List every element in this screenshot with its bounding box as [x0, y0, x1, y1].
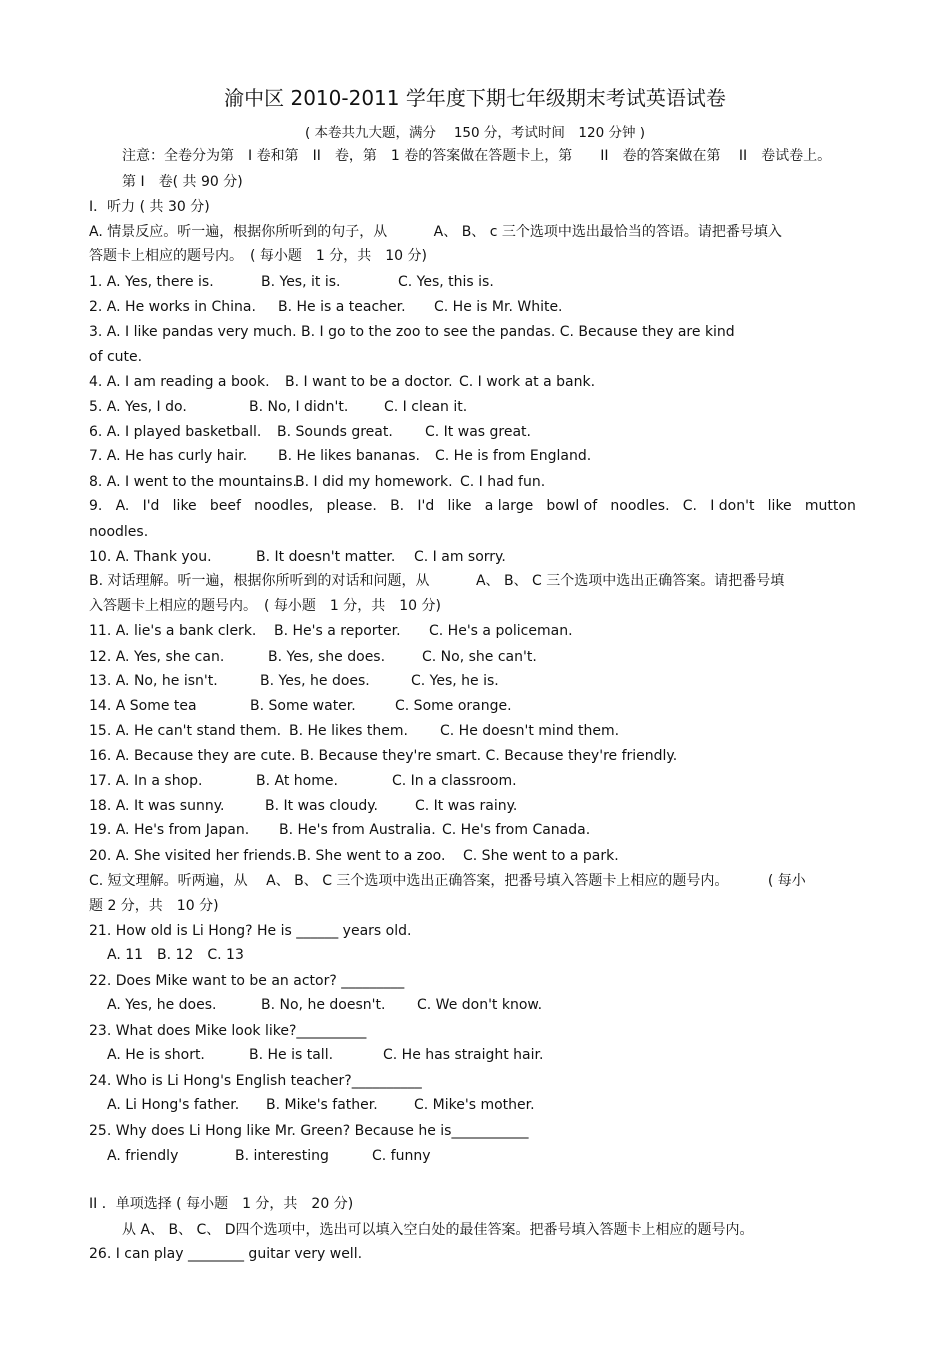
option-c: C. We don't know.	[417, 997, 543, 1013]
partB-instruction-2: 入答题卡上相应的题号内。 ( 每小题 1 分，共 10 分)	[89, 598, 441, 614]
word: like	[447, 498, 472, 514]
question-20	[89, 847, 619, 865]
question-19	[89, 821, 590, 839]
option-a: 18. A. It was sunny.	[89, 798, 225, 814]
option-a: 6. A. I played basketball.	[89, 424, 262, 440]
option-c: C. He doesn't mind them.	[440, 723, 620, 739]
question-15	[89, 722, 619, 740]
option-c: C. I clean it.	[384, 399, 468, 415]
option-a: 10. A. Thank you.	[89, 549, 212, 565]
question-12	[89, 648, 537, 666]
question-21-options: A. 11 B. 12 C. 13	[107, 947, 244, 963]
option-c: C. I work at a bank.	[459, 374, 596, 390]
option-b: B. No, he doesn't.	[261, 997, 386, 1013]
option-b: B. He's from Australia.	[279, 822, 436, 838]
question-4	[89, 373, 595, 391]
question-24-options	[107, 1096, 535, 1114]
word: noodles,	[254, 498, 314, 514]
option-a: A. Li Hong's father.	[107, 1097, 240, 1113]
section1-heading: I．听力 ( 共 30 分)	[89, 199, 210, 215]
option-c: C. No, she can't.	[422, 649, 537, 665]
option-c: C. He's a policeman.	[429, 623, 573, 639]
question-11	[89, 622, 573, 640]
option-b: B. He likes bananas.	[278, 448, 420, 464]
word: A.	[115, 498, 130, 514]
option-c: C. Some orange.	[395, 698, 512, 714]
partC-instruction-1: C. 短文理解。听两遍，从 A、 B、 C 三个选项中选出正确答案，把番号填入答题卡上相应的题号内。 ( 每小	[89, 873, 806, 889]
option-b: B. I want to be a doctor.	[285, 374, 453, 390]
option-b: B. Mike's father.	[266, 1097, 378, 1113]
partA-instruction-2: 答题卡上相应的题号内。 ( 每小题 1 分，共 10 分)	[89, 248, 427, 264]
option-b: B. Sounds great.	[277, 424, 393, 440]
option-c: C. Yes, this is.	[398, 274, 494, 290]
option-c: C. Yes, he is.	[411, 673, 499, 689]
question-3-continued: of cute.	[89, 349, 143, 365]
question-26: 26. I can play ________ guitar very well.	[89, 1246, 363, 1262]
question-13	[89, 672, 499, 690]
option-c: C. I am sorry.	[414, 549, 506, 565]
option-c: C. funny	[372, 1148, 431, 1164]
option-c: C. In a classroom.	[392, 773, 517, 789]
partB-instruction-1: B. 对话理解。听一遍，根据你所听到的对话和问题，从 A、 B、 C 三个选项中选出正确答案。请把番号填	[89, 573, 785, 589]
word: C.	[682, 498, 697, 514]
word: like	[767, 498, 792, 514]
option-b: B. interesting	[235, 1148, 329, 1164]
option-a: A. friendly	[107, 1148, 179, 1164]
option-a: A. He is short.	[107, 1047, 205, 1063]
question-6	[89, 423, 531, 441]
word: bowl of	[546, 498, 598, 514]
option-c: C. He is from England.	[435, 448, 592, 464]
option-a: 19. A. He's from Japan.	[89, 822, 250, 838]
option-b: B. I did my homework.	[295, 474, 453, 490]
question-24: 24. Who is Li Hong's English teacher?__________	[89, 1073, 422, 1089]
option-c: C. He has straight hair.	[383, 1047, 544, 1063]
option-c: C. He is Mr. White.	[434, 299, 563, 315]
word: I'd	[142, 498, 160, 514]
word: I'd	[417, 498, 435, 514]
part1-heading: 第 I 卷( 共 90 分)	[122, 174, 243, 190]
question-7	[89, 447, 591, 465]
option-a: 7. A. He has curly hair.	[89, 448, 248, 464]
question-9	[89, 497, 856, 515]
option-a: 12. A. Yes, she can.	[89, 649, 225, 665]
section2-instruction: 从 A、 B、 C、 D四个选项中，选出可以填入空白处的最佳答案。把番号填入答题卡上相应的题号内。	[122, 1222, 754, 1238]
question-1	[89, 273, 494, 291]
option-a: 15. A. He can't stand them.	[89, 723, 282, 739]
option-b: B. It was cloudy.	[265, 798, 378, 814]
option-b: B. He is tall.	[249, 1047, 334, 1063]
option-a: 1. A. Yes, there is.	[89, 274, 214, 290]
option-c: C. He's from Canada.	[442, 822, 591, 838]
question-3: 3. A. I like pandas very much. B. I go to the zoo to see the pandas. C. Because they are kind	[89, 324, 735, 340]
question-22: 22. Does Mike want to be an actor? _________	[89, 973, 405, 989]
option-a: 11. A. lie's a bank clerk.	[89, 623, 257, 639]
question-8	[89, 473, 545, 491]
option-a: 17. A. In a shop.	[89, 773, 203, 789]
option-c: C. Mike's mother.	[414, 1097, 535, 1113]
section2-heading: II ．单项选择 ( 每小题 1 分，共 20 分)	[89, 1196, 354, 1212]
option-a: 5. A. Yes, I do.	[89, 399, 187, 415]
option-b: B. At home.	[256, 773, 338, 789]
partC-instruction-2: 题 2 分，共 10 分)	[89, 898, 219, 914]
option-c: C. It was rainy.	[415, 798, 518, 814]
option-a: 4. A. I am reading a book.	[89, 374, 270, 390]
question-17	[89, 772, 517, 790]
option-a: 14. A Some tea	[89, 698, 197, 714]
option-b: B. It doesn't matter.	[256, 549, 396, 565]
word: B.	[390, 498, 405, 514]
option-b: B. He is a teacher.	[278, 299, 406, 315]
question-14	[89, 697, 512, 715]
option-a: 13. A. No, he isn't.	[89, 673, 218, 689]
question-16: 16. A. Because they are cute. B. Because they're smart. C. Because they're friendly.	[89, 748, 678, 764]
option-a: 8. A. I went to the mountains.	[89, 474, 297, 490]
word: a large	[484, 498, 534, 514]
question-18	[89, 797, 517, 815]
word: 9.	[89, 498, 103, 514]
option-b: B. Yes, he does.	[260, 673, 370, 689]
question-5	[89, 398, 467, 416]
option-b: B. Yes, it is.	[261, 274, 341, 290]
option-b: B. He's a reporter.	[274, 623, 401, 639]
word: I don't	[710, 498, 755, 514]
question-22-options	[107, 996, 542, 1014]
question-9-continued: noodles.	[89, 524, 149, 540]
question-23: 23. What does Mike look like?__________	[89, 1023, 367, 1039]
question-25: 25. Why does Li Hong like Mr. Green? Because he is___________	[89, 1123, 529, 1139]
option-c: C. She went to a park.	[463, 848, 619, 864]
option-a: 2. A. He works in China.	[89, 299, 256, 315]
word: mutton	[804, 498, 856, 514]
option-b: B. Some water.	[250, 698, 356, 714]
question-23-options	[107, 1046, 543, 1064]
word: please.	[326, 498, 377, 514]
word: like	[172, 498, 197, 514]
option-b: B. She went to a zoo.	[297, 848, 446, 864]
option-c: C. I had fun.	[460, 474, 546, 490]
option-b: B. He likes them.	[289, 723, 408, 739]
question-2	[89, 298, 563, 316]
option-b: B. Yes, she does.	[268, 649, 386, 665]
partA-instruction-1: A. 情景反应。听一遍，根据你所听到的句子，从 A、 B、 c 三个选项中选出最恰当的答语。请把番号填入	[89, 224, 782, 240]
option-a: 20. A. She visited her friends.	[89, 848, 296, 864]
question-21: 21. How old is Li Hong? He is ______ years old.	[89, 923, 412, 939]
word: beef	[209, 498, 241, 514]
page-title: 渝中区 2010-2011 学年度下期七年级期末考试英语试卷	[224, 86, 726, 110]
word: noodles.	[610, 498, 670, 514]
option-a: A. Yes, he does.	[107, 997, 217, 1013]
question-25-options	[107, 1147, 431, 1165]
page-subtitle: ( 本卷共九大题，满分 150 分，考试时间 120 分钟 )	[304, 125, 646, 141]
option-c: C. It was great.	[425, 424, 531, 440]
option-b: B. No, I didn't.	[249, 399, 349, 415]
notice-text: 注意：全卷分为第 I 卷和第 II 卷，第 1 卷的答案做在答题卡上，第 II 卷的答案做在第 II 卷试卷上。	[122, 148, 832, 164]
question-10	[89, 548, 506, 566]
